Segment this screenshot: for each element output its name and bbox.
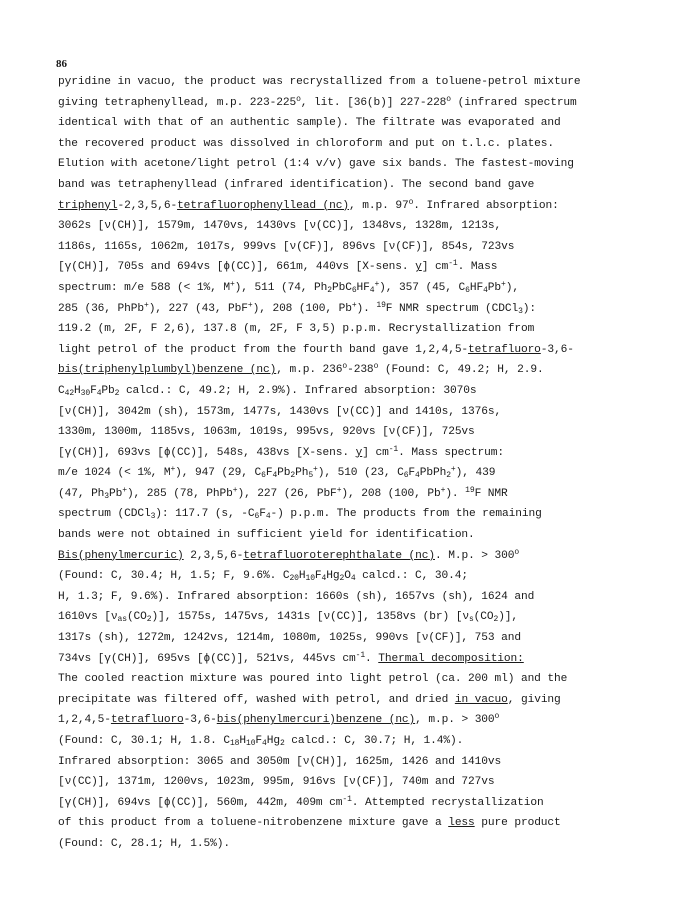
text-line [58, 607, 670, 628]
page-number: 86 [56, 58, 67, 70]
sub-text: 6 [351, 285, 357, 295]
text-line [58, 690, 670, 711]
underlined-text: y [355, 446, 363, 459]
sub-text: 6 [403, 471, 409, 481]
text-run: Pb [109, 487, 123, 500]
text-run: F [408, 467, 416, 480]
text-line [58, 237, 670, 258]
text-run: . Attempted recrystallization [351, 796, 544, 809]
text-run: . Mass [457, 261, 498, 274]
sub-text: 4 [265, 512, 271, 522]
text-run: the recovered product was dissolved in chloroform and put on t.l.c. plates. [58, 137, 555, 150]
text-run: m/e 1024 (< 1%, M [58, 467, 171, 480]
text-run: Infrared absorption: 3065 and 3050m [ν(CH)], 1625m, 1426 and 1410vs [58, 755, 502, 768]
text-line [58, 175, 670, 196]
text-run: ). [356, 302, 377, 315]
text-run: Pb [277, 467, 291, 480]
text-run: spectrum: m/e 588 (< 1%, M [58, 281, 230, 294]
text-run: (47, Ph [58, 487, 105, 500]
text-run: , lit. [36(b)] 227-228 [300, 96, 447, 109]
text-run: bands were not obtained in sufficient yield for identification. [58, 529, 475, 542]
text-run: ), 285 (78, PhPb [126, 487, 233, 500]
sub-text: 4 [321, 574, 327, 584]
text-run: F [265, 467, 273, 480]
text-run: giving tetraphenyllead, m.p. 223-225 [58, 96, 297, 109]
text-line [58, 381, 670, 402]
text-run: Pb [487, 281, 502, 294]
text-run: 119.2 (m, 2F, F 2,6), 137.8 (m, 2F, F 3,5) p.p.m. Recrystallization from [58, 323, 535, 336]
text-line [58, 813, 670, 834]
text-run: ), 208 (100, Pb [252, 302, 352, 315]
text-run: identical with that of an authentic sample). The filtrate was evaporated and [58, 117, 561, 130]
text-run: 3062s [ν(CH)], 1579m, 1470vs, 1430vs [ν(CC)], 1348vs, 1328m, 1213s, [58, 220, 502, 233]
text-run: , m.p. 97 [349, 199, 409, 212]
underlined-text: Bis(phenylmercuric) [58, 549, 184, 562]
text-line [58, 443, 670, 464]
sub-text: 4 [350, 574, 356, 584]
text-run: [ν(CC)], 1371m, 1200vs, 1023m, 995m, 916vs [ν(CF)], 740m and 727vs [58, 776, 495, 789]
underlined-text: tetrafluoro [468, 343, 541, 356]
text-run: H [74, 384, 81, 397]
text-run: F [255, 735, 263, 747]
sup-text: o [514, 547, 520, 557]
sub-text: 2 [290, 471, 296, 481]
text-run: calcd.: C, 30.7; H, 1.4%). [284, 735, 464, 747]
text-line [58, 649, 670, 670]
sup-text: + [229, 279, 235, 289]
text-run: The cooled reaction mixture was poured into light petrol (ca. 200 ml) and the [58, 673, 568, 686]
sub-text: as [117, 615, 127, 625]
underlined-text: tetrafluorophenyllead (nc) [177, 199, 350, 212]
sup-text: + [122, 485, 127, 495]
text-run: 285 (36, PhPb [58, 302, 144, 315]
text-run: . Infrared absorption: [413, 199, 559, 212]
text-run: C [58, 384, 65, 397]
text-run: 1330m, 1300m, 1185vs, 1063m, 1019s, 995vs, 920vs [ν(CF)], 725vs [58, 426, 475, 439]
sub-text: 4 [483, 285, 488, 295]
sub-text: 42 [64, 388, 75, 398]
sub-text: 4 [369, 285, 375, 295]
sup-text: + [170, 465, 176, 475]
sub-text: 2 [114, 388, 120, 398]
text-run: [γ(CH)], 705s and 694vs [ϕ(CC)], 661m, 440vs [X-sens. [58, 261, 416, 274]
text-run: Ph [295, 467, 309, 480]
sup-text: -1 [448, 259, 458, 269]
text-run: )], [498, 611, 519, 624]
text-run: H [239, 735, 246, 747]
text-run: (Found: C, 49.2; H, 2.9. [378, 364, 544, 377]
text-run: band was tetraphenyllead (infrared identification). The second band gave [58, 178, 535, 191]
sub-text: 5 [308, 471, 314, 481]
sub-text: 10 [305, 574, 315, 584]
text-line [58, 257, 670, 278]
sup-text: o [408, 197, 414, 207]
sup-text: + [374, 279, 380, 289]
text-run: . M.p. > 300 [435, 549, 515, 562]
sup-text: + [143, 300, 149, 310]
text-run: , m.p. > 300 [415, 714, 495, 727]
text-line [58, 566, 670, 587]
text-line [58, 196, 670, 217]
text-run: ), 357 (45, C [379, 281, 466, 294]
text-run: (Found: C, 30.4; H, 1.5; F, 9.6%. C [58, 570, 290, 583]
text-run: PbPh [419, 467, 447, 480]
text-run: O [344, 570, 351, 583]
text-run: ), [505, 281, 519, 294]
text-run: ): [522, 302, 536, 315]
text-run: (CO [473, 611, 494, 624]
text-line [58, 546, 670, 567]
sub-text: 2 [493, 615, 499, 625]
text-run: -3,6- [183, 714, 217, 727]
text-run: (Found: C, 28.1; H, 1.5%). [58, 837, 230, 850]
text-run: , m.p. 236 [276, 364, 343, 377]
underlined-text: tetrafluoroterephthalate (nc) [243, 549, 435, 562]
text-run: H, 1.3; F, 9.6%). Infrared absorption: 1660s (sh), 1657vs (sh), 1624 and [58, 590, 535, 603]
sub-text: s [468, 615, 474, 625]
sub-text: 10 [246, 739, 256, 748]
text-run: 1317s (sh), 1272m, 1242vs, 1214m, 1080m, 1025s, 990vs [ν(CF)], 753 and [58, 632, 521, 645]
sup-text: o [494, 712, 500, 722]
text-line [58, 113, 670, 134]
text-line [58, 134, 670, 155]
text-run: calcd.: C, 49.2; H, 2.9%). Infrared absorption: 3070s [119, 384, 477, 397]
text-run: [ν(CH)], 3042m (sh), 1573m, 1477s, 1430vs [ν(CC)] and 1410s, 1376s, [58, 405, 502, 418]
sub-text: 6 [465, 285, 470, 295]
sup-text: o [296, 94, 301, 104]
text-run: 1,2,4,5- [58, 714, 111, 727]
sup-text: + [440, 485, 446, 495]
text-run: F [259, 508, 266, 521]
text-run: , giving [507, 693, 561, 706]
text-line [58, 360, 670, 381]
text-line [58, 587, 670, 608]
text-run: F NMR spectrum (CDCl [385, 302, 519, 315]
sub-text: 2 [446, 471, 451, 481]
underlined-text: Thermal decomposition: [378, 652, 524, 665]
sub-text: 4 [96, 388, 102, 398]
text-run: )], 1575s, 1475vs, 1431s [ν(CC)], 1358vs (br) [ν [151, 611, 469, 624]
sub-text: 18 [229, 739, 240, 748]
sup-text: + [501, 279, 506, 289]
text-run: ), 227 (26, PbF [237, 487, 337, 500]
underlined-text: y [415, 261, 422, 274]
sup-text: -1 [388, 444, 399, 454]
sup-text: -1 [342, 794, 352, 804]
text-run: . Mass spectrum: [398, 446, 504, 459]
sub-text: 2 [146, 615, 152, 625]
text-line [58, 484, 670, 505]
sup-text: o [342, 362, 348, 372]
text-run: ] cm [362, 446, 389, 459]
underlined-text: triphenyl [58, 199, 118, 212]
sub-text: 4 [272, 471, 278, 481]
text-line [58, 793, 670, 814]
text-run: Hg [326, 570, 340, 583]
text-line [58, 834, 670, 855]
text-line [58, 278, 670, 299]
text-line [58, 402, 670, 423]
sup-text: 19 [465, 485, 475, 495]
text-run: of this product from a toluene-nitrobenzene mixture gave a [58, 817, 449, 830]
text-run: HF [356, 281, 370, 294]
sub-text: 2 [339, 574, 345, 584]
text-run: . [365, 652, 379, 665]
text-line [58, 525, 670, 546]
sup-text: + [247, 300, 253, 310]
sup-text: -1 [355, 650, 366, 660]
underlined-text: bis(phenylmercuri)benzene (nc) [216, 714, 416, 727]
text-run: PbC [331, 281, 352, 294]
text-run: (infrared spectrum [451, 96, 577, 109]
sup-text: o [373, 362, 379, 372]
text-run: 1610vs [ν [58, 611, 118, 624]
text-run: H [298, 570, 306, 583]
text-line [58, 772, 670, 793]
text-line [58, 628, 670, 649]
text-line [58, 504, 670, 525]
text-run: precipitate was filtered off, washed with petrol, and dried [58, 693, 455, 706]
text-run: ] cm [421, 261, 449, 274]
text-run: ): 117.7 (s, -C [155, 508, 255, 521]
body-text [58, 72, 670, 855]
text-run: light petrol of the product from the fourth band gave 1,2,4,5- [58, 343, 469, 356]
text-run: spectrum (CDCl [58, 508, 151, 521]
text-run: 2,3,5,6- [183, 549, 244, 562]
text-run: 1186s, 1165s, 1062m, 1017s, 999vs [ν(CF)], 896vs [ν(CF)], 854s, 723vs [58, 240, 515, 253]
text-run: [γ(CH)], 694vs [ϕ(CC)], 560m, 442m, 409m cm [58, 796, 343, 809]
text-line [58, 154, 670, 175]
text-run: pyridine in vacuo, the product was recrystallized from a toluene-petrol mixture [58, 76, 581, 88]
text-run: (CO [126, 611, 147, 624]
text-line [58, 319, 670, 340]
sub-text: 30 [80, 388, 91, 398]
text-run: F [314, 570, 322, 583]
text-run: 734vs [γ(CH)], 695vs [ϕ(CC)], 521vs, 445vs cm [58, 652, 356, 665]
sub-text: 3 [104, 491, 109, 501]
text-line [58, 422, 670, 443]
sub-text: 2 [279, 739, 285, 748]
underlined-text: tetrafluoro [110, 714, 184, 727]
text-line [58, 752, 670, 773]
text-line [58, 216, 670, 237]
underlined-text: bis(triphenylplumbyl)benzene (nc) [58, 364, 277, 377]
text-run: ), 227 (43, PbF [148, 302, 248, 315]
sup-text: o [446, 94, 451, 104]
text-run: F [90, 384, 97, 397]
sup-text: + [351, 300, 357, 310]
sub-text: 3 [150, 512, 156, 522]
text-run: ), 439 [455, 467, 496, 480]
sub-text: 3 [518, 306, 523, 316]
text-line [58, 72, 670, 93]
sub-text: 6 [261, 471, 266, 481]
text-line [58, 710, 670, 731]
text-run: Pb [101, 384, 115, 397]
text-line [58, 731, 670, 752]
text-run: ), 511 (74, Ph [234, 281, 328, 294]
text-line [58, 463, 670, 484]
text-run: Hg [266, 735, 280, 747]
text-run: ), 510 (23, C [317, 467, 404, 480]
text-line [58, 299, 670, 320]
underlined-text: less [448, 817, 475, 830]
sub-text: 2 [327, 285, 332, 295]
text-run: calcd.: C, 30.4; [355, 570, 468, 583]
sup-text: + [450, 465, 456, 475]
text-run: -2,3,5,6- [117, 199, 178, 212]
text-run: ). [445, 487, 466, 500]
sub-text: 20 [289, 574, 299, 584]
text-run: [γ(CH)], 693vs [ϕ(CC)], 548s, 438vs [X-sens. [58, 446, 356, 459]
sup-text: 19 [376, 300, 386, 310]
text-line [58, 93, 670, 114]
sub-text: 4 [262, 739, 267, 748]
text-run: Elution with acetone/light petrol (1:4 v/v) gave six bands. The fastest-moving [58, 158, 574, 171]
text-run: ), 208 (100, Pb [341, 487, 441, 500]
text-run: -3,6- [540, 343, 574, 356]
sup-text: + [336, 485, 342, 495]
sub-text: 4 [415, 471, 420, 481]
sub-text: 6 [254, 512, 260, 522]
text-line [58, 669, 670, 690]
underlined-text: in vacuo [454, 693, 508, 706]
text-run: HF [469, 281, 484, 294]
sup-text: + [232, 485, 238, 495]
text-run: -238 [347, 364, 374, 377]
text-run: (Found: C, 30.1; H, 1.8. C [58, 735, 230, 747]
text-run: F NMR [474, 487, 508, 500]
text-line [58, 340, 670, 361]
text-run: pure product [474, 817, 561, 830]
sup-text: + [313, 465, 318, 475]
text-run: -) p.p.m. The products from the remaining [270, 508, 542, 521]
text-run: ), 947 (29, C [175, 467, 262, 480]
